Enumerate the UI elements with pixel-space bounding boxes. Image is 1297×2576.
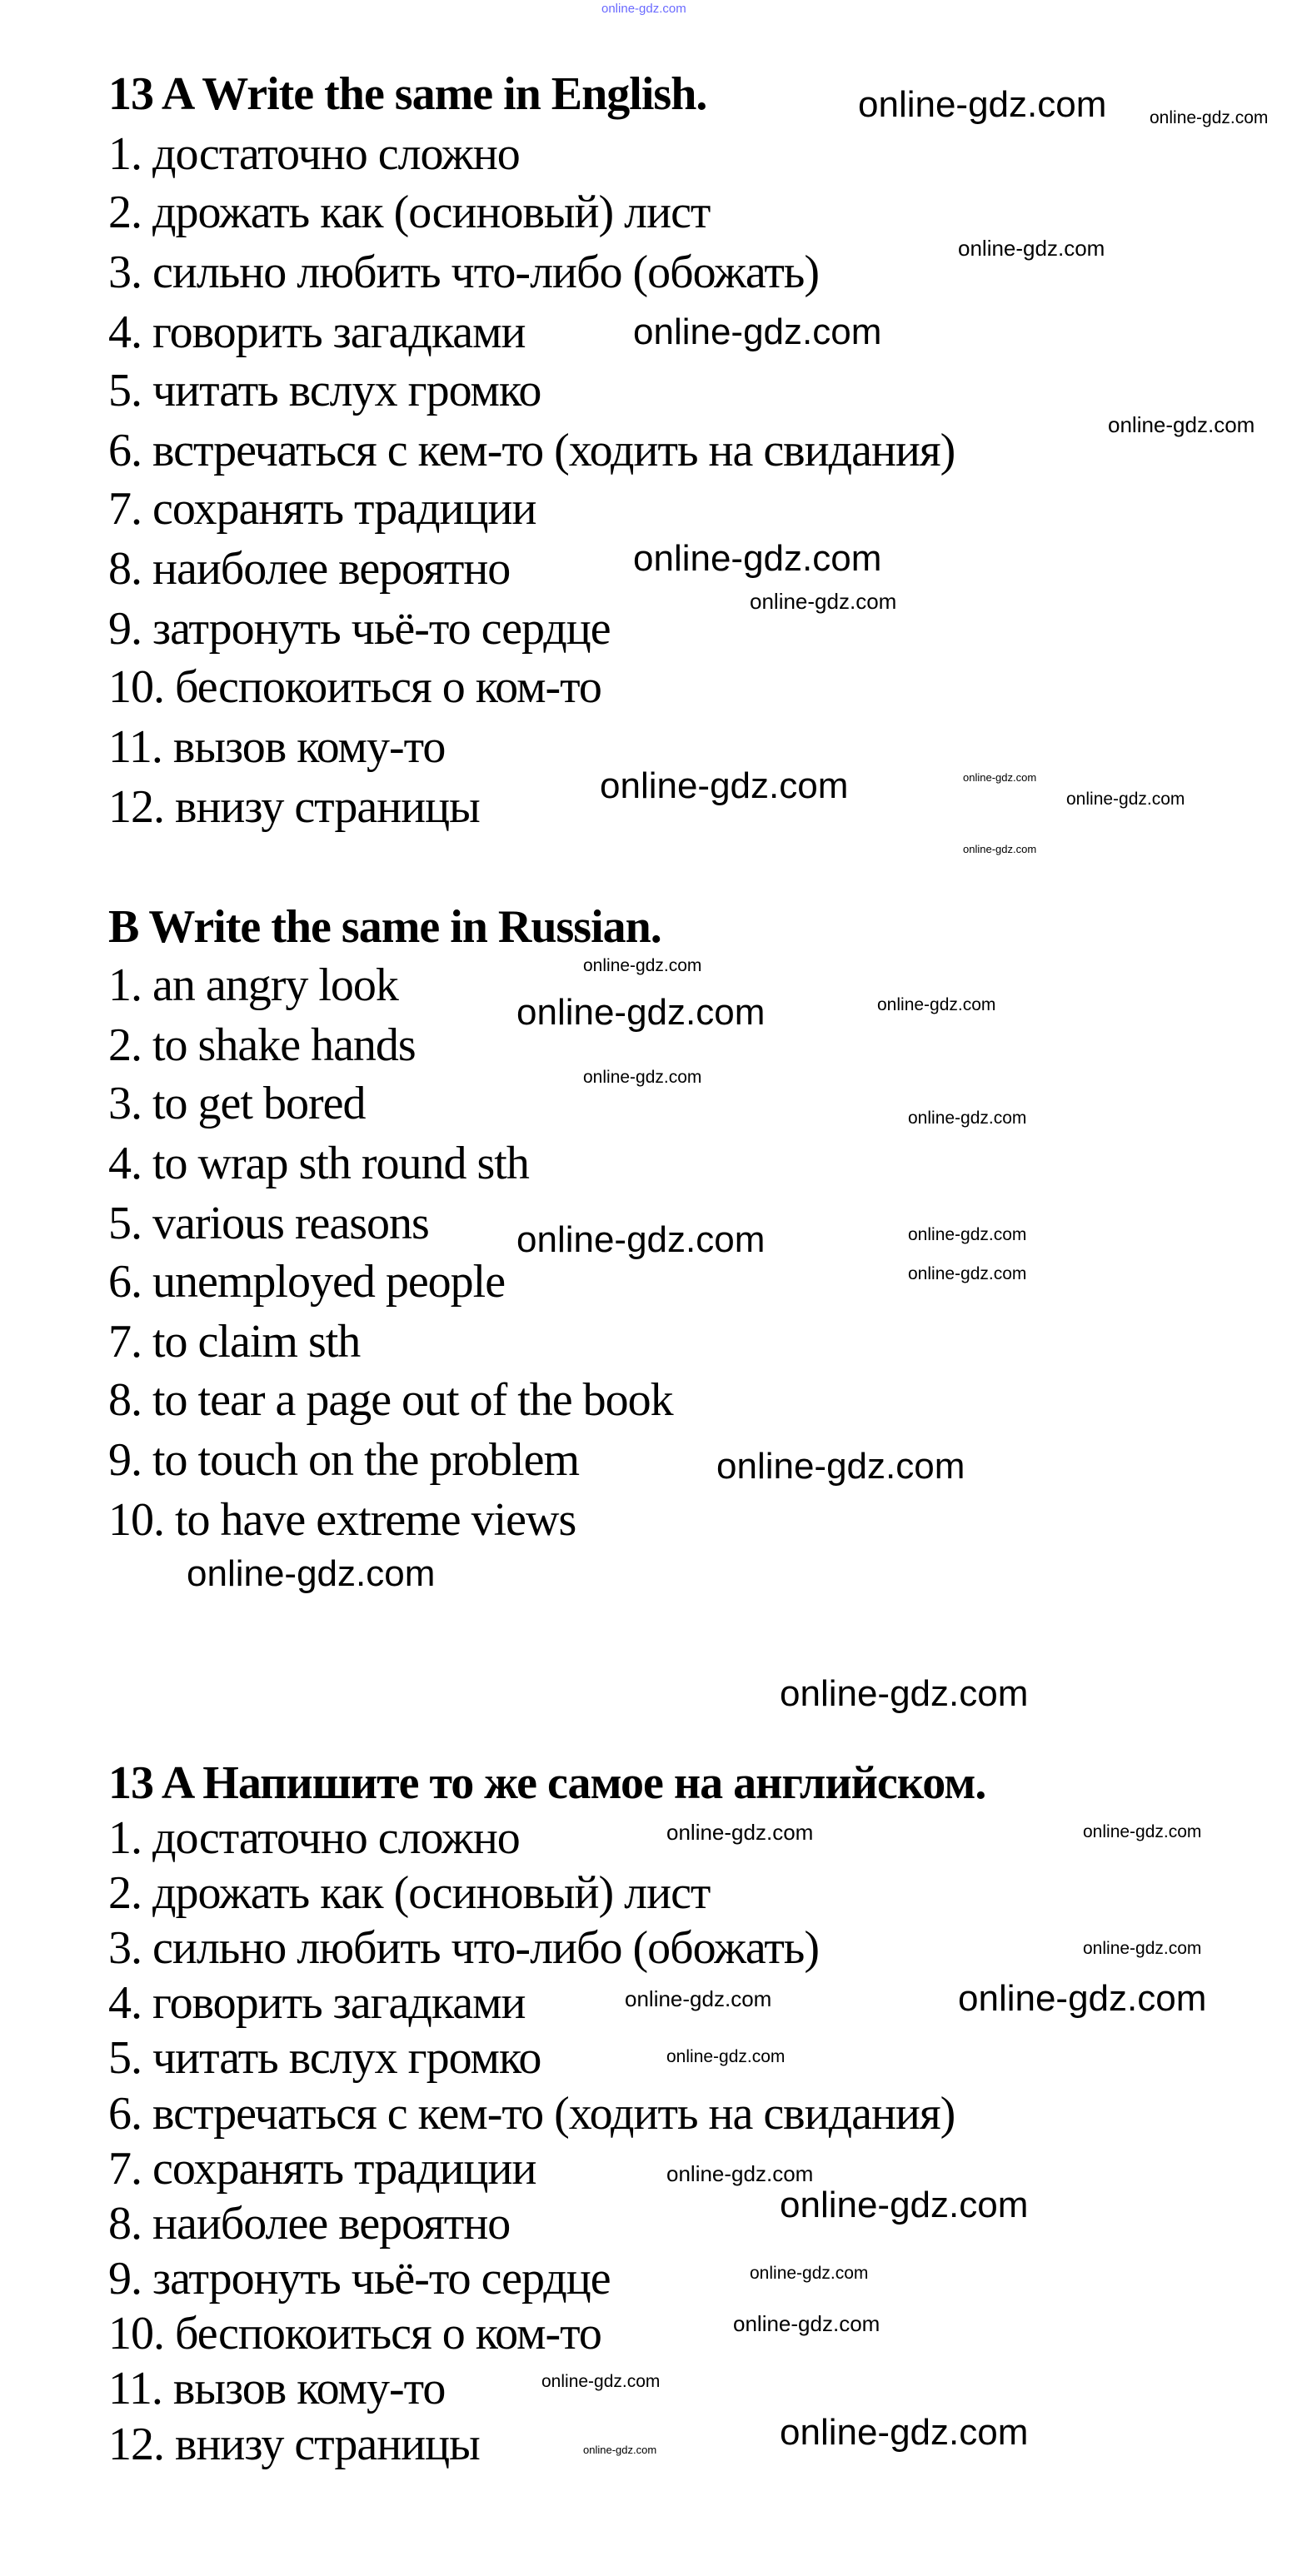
watermark: online-gdz.com: [516, 992, 766, 1033]
list-item: 9. to touch on the problem: [108, 1434, 580, 1486]
list-item: 8. to tear a page out of the book: [108, 1374, 673, 1426]
list-item: 10. беспокоиться о ком-то: [108, 2308, 601, 2359]
watermark: online-gdz.com: [908, 1109, 1027, 1128]
list-item: 4. говорить загадками: [108, 1977, 526, 2029]
watermark: online-gdz.com: [583, 2444, 657, 2456]
list-item: 11. вызов кому-то: [108, 2363, 446, 2414]
list-item: 2. to shake hands: [108, 1019, 416, 1071]
list-item: 6. unemployed people: [108, 1256, 506, 1308]
watermark: online-gdz.com: [908, 1264, 1027, 1283]
watermark: online-gdz.com: [908, 1225, 1027, 1244]
list-item: 3. сильно любить что-либо (обожать): [108, 247, 819, 298]
watermark: online-gdz.com: [1083, 1939, 1202, 1958]
watermark: online-gdz.com: [601, 2, 686, 16]
watermark: online-gdz.com: [733, 2311, 880, 2336]
watermark: online-gdz.com: [633, 311, 882, 352]
list-item: 11. вызов кому-то: [108, 721, 446, 773]
list-item: 8. наиболее вероятно: [108, 543, 511, 595]
list-item: 5. various reasons: [108, 1198, 429, 1249]
watermark: online-gdz.com: [666, 1820, 814, 1845]
list-item: 8. наиболее вероятно: [108, 2198, 511, 2250]
list-item: 7. сохранять традиции: [108, 2143, 536, 2195]
list-item: 4. to wrap sth round sth: [108, 1138, 529, 1189]
watermark: online-gdz.com: [633, 538, 882, 579]
watermark: online-gdz.com: [541, 2372, 661, 2391]
watermark: online-gdz.com: [187, 1553, 436, 1594]
watermark: online-gdz.com: [666, 2047, 786, 2066]
list-item: 10. беспокоиться о ком-то: [108, 661, 601, 713]
list-item: 9. затронуть чьё-то сердце: [108, 603, 611, 655]
watermark: online-gdz.com: [583, 1068, 702, 1087]
watermark: online-gdz.com: [625, 1986, 772, 2011]
watermark: online-gdz.com: [958, 1978, 1207, 2019]
section-c-title: 13 A Напишите то же самое на английском.: [108, 1757, 986, 1809]
list-item: 7. сохранять традиции: [108, 483, 536, 535]
list-item: 4. говорить загадками: [108, 306, 526, 358]
list-item: 1. an angry look: [108, 959, 398, 1011]
list-item: 12. внизу страницы: [108, 2419, 480, 2470]
watermark: online-gdz.com: [958, 236, 1105, 261]
section-b-title: B Write the same in Russian.: [108, 901, 661, 953]
list-item: 1. достаточно сложно: [108, 128, 520, 180]
list-item: 5. читать вслух громко: [108, 2032, 541, 2084]
watermark: online-gdz.com: [583, 956, 702, 975]
list-item: 3. сильно любить что-либо (обожать): [108, 1922, 819, 1974]
list-item: 12. внизу страницы: [108, 781, 480, 833]
watermark: online-gdz.com: [716, 1446, 965, 1487]
watermark: online-gdz.com: [780, 2185, 1029, 2225]
list-item: 1. достаточно сложно: [108, 1812, 520, 1864]
watermark: online-gdz.com: [1083, 1822, 1202, 1841]
watermark: online-gdz.com: [750, 2264, 869, 2283]
list-item: 10. to have extreme views: [108, 1494, 576, 1546]
list-item: 2. дрожать как (осиновый) лист: [108, 187, 711, 238]
watermark: online-gdz.com: [877, 995, 996, 1014]
list-item: 5. читать вслух громко: [108, 365, 541, 416]
list-item: 6. встречаться с кем-то (ходить на свидания): [108, 425, 955, 476]
watermark: online-gdz.com: [1108, 412, 1255, 437]
watermark: online-gdz.com: [750, 589, 897, 614]
list-item: 9. затронуть чьё-то сердце: [108, 2253, 611, 2304]
list-item: 6. встречаться с кем-то (ходить на свидания): [108, 2088, 955, 2140]
watermark: online-gdz.com: [516, 1219, 766, 1260]
watermark: online-gdz.com: [1150, 108, 1269, 127]
watermark: online-gdz.com: [963, 843, 1037, 855]
watermark: online-gdz.com: [600, 765, 849, 806]
watermark: online-gdz.com: [1066, 790, 1185, 809]
watermark: online-gdz.com: [963, 771, 1037, 784]
watermark: online-gdz.com: [858, 84, 1107, 125]
section-a-title: 13 A Write the same in English.: [108, 68, 707, 120]
watermark: online-gdz.com: [780, 1673, 1029, 1714]
list-item: 2. дрожать как (осиновый) лист: [108, 1867, 711, 1919]
watermark: online-gdz.com: [780, 2412, 1029, 2453]
watermark: online-gdz.com: [666, 2161, 814, 2186]
list-item: 7. to claim sth: [108, 1316, 361, 1368]
list-item: 3. to get bored: [108, 1078, 366, 1129]
